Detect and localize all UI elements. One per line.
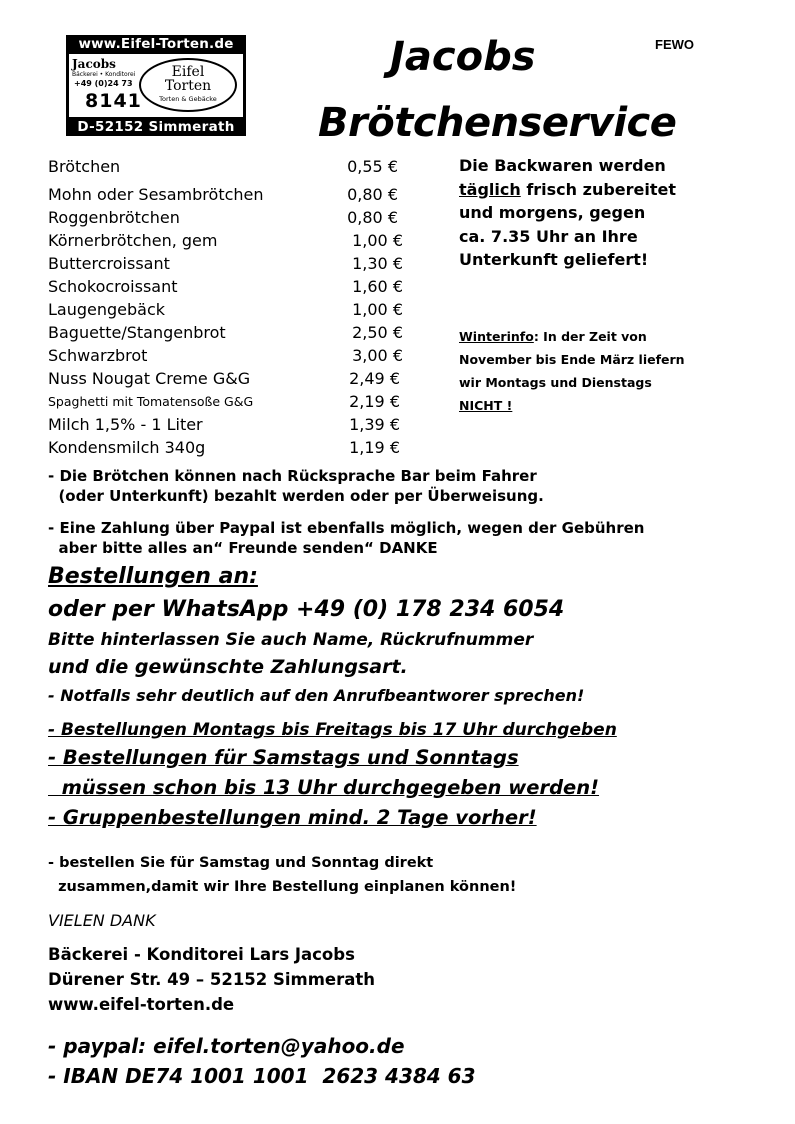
whatsapp-line: oder per WhatsApp +49 (0) 178 234 6054 [48, 597, 565, 622]
address-name: Bäckerei - Konditorei Lars Jacobs [48, 945, 355, 964]
product-name: Laugengebäck [48, 300, 166, 319]
delivery-info-line: und morgens, gegen [459, 203, 646, 222]
fewo-label: FEWO [655, 37, 694, 52]
price-row [48, 155, 403, 183]
price-row [48, 413, 403, 436]
logo-brand: Jacobs [72, 57, 116, 71]
logo-badge-eifel: Eifel [171, 64, 205, 80]
logo-city: D-52152 Simmerath [77, 119, 235, 135]
product-name: Schwarzbrot [48, 346, 148, 365]
logo-badge [139, 58, 237, 112]
product-name: Buttercroissant [48, 254, 170, 273]
winter-info-line: November bis Ende März liefern [459, 352, 685, 367]
logo-url: www.Eifel-Torten.de [78, 36, 234, 52]
product-price: 1,30 € [352, 254, 403, 273]
product-price: 0,80 € [347, 208, 398, 227]
deadline-weekday: - Bestellungen Montags bis Freitags bis 17 Uhr durchgeben [48, 720, 617, 740]
product-price: 0,55 € [347, 157, 398, 176]
winter-info-line: wir Montags und Dienstags [459, 375, 652, 390]
leave-info-line1: Bitte hinterlassen Sie auch Name, Rückrufnummer [48, 630, 534, 650]
price-row [48, 436, 403, 459]
product-price: 0,80 € [347, 185, 398, 204]
weekend-together-note: - bestellen Sie für Samstag und Sonntag direkt zusammen,damit wir Ihre Bestellung einplanen können! [48, 855, 517, 895]
price-row [48, 183, 403, 206]
price-row [48, 321, 403, 344]
product-name: Milch 1,5% - 1 Liter [48, 415, 203, 434]
product-price: 3,00 € [352, 346, 403, 365]
price-row [48, 344, 403, 367]
price-row [48, 275, 403, 298]
winter-info-line [459, 325, 759, 348]
orders-heading: Bestellungen an: [48, 564, 258, 589]
product-name: Brötchen [48, 157, 121, 176]
leave-info-line2: und die gewünschte Zahlungsart. [48, 656, 408, 678]
price-row [48, 390, 403, 413]
bakery-logo [66, 35, 246, 136]
winter-info-line [459, 394, 759, 417]
product-price: 1,39 € [349, 415, 400, 434]
group-orders-note: - Gruppenbestellungen mind. 2 Tage vorher! [48, 806, 537, 829]
product-price: 1,60 € [352, 277, 403, 296]
address-street: Dürener Str. 49 – 52152 Simmerath [48, 970, 376, 989]
page-title-line1: Jacobs [390, 34, 536, 80]
product-name: Kondensmilch 340g [48, 438, 206, 457]
winter-info-text: : In der Zeit von [533, 329, 647, 344]
product-price: 2,49 € [349, 369, 400, 388]
delivery-info-line: ca. 7.35 Uhr an Ihre [459, 226, 638, 246]
price-list [48, 155, 403, 459]
price-row [48, 252, 403, 275]
winter-info-not: NICHT ! [459, 398, 513, 413]
product-name: Spaghetti mit Tomatensoße G&G [48, 394, 254, 409]
delivery-info-line [459, 178, 759, 202]
product-name: Roggenbrötchen [48, 208, 180, 227]
product-price: 1,19 € [349, 438, 400, 457]
price-row [48, 229, 403, 252]
deadline-weekend-line1: - Bestellungen für Samstags und Sonntags [48, 746, 519, 769]
logo-inner-panel [69, 54, 243, 117]
page-title-line2: Brötchenservice [318, 100, 677, 146]
payment-note-paypal: - Eine Zahlung über Paypal ist ebenfalls möglich, wegen der Gebühren aber bitte alles an“ Freunde senden“ DANKE [48, 519, 645, 557]
delivery-info-text: frisch zubereitet [520, 179, 677, 199]
product-name: Mohn oder Sesambrötchen [48, 185, 264, 204]
product-price: 1,00 € [352, 300, 403, 319]
product-name: Schokocroissant [48, 277, 178, 296]
paypal-address: - paypal: eifel.torten@yahoo.de [48, 1034, 405, 1058]
delivery-info [459, 154, 759, 272]
product-price: 1,00 € [352, 231, 403, 250]
product-name: Baguette/Stangenbrot [48, 323, 226, 342]
product-price: 2,19 € [349, 392, 400, 411]
payment-note-cash: - Die Brötchen können nach Rücksprache Bar beim Fahrer (oder Unterkunft) bezahlt werden oder per Überweisung. [48, 467, 544, 505]
delivery-info-line: Unterkunft geliefert! [459, 250, 649, 269]
price-row [48, 367, 403, 390]
price-row [48, 206, 403, 229]
thanks-line: VIELEN DANK [48, 911, 156, 930]
price-row [48, 298, 403, 321]
logo-badge-torten: Torten [164, 78, 212, 94]
logo-subtitle: Bäckerei • Konditorei [72, 71, 136, 78]
answering-machine-note: - Notfalls sehr deutlich auf den Anrufbeantworer sprechen! [48, 686, 585, 705]
logo-phone-number: 8141 [85, 90, 142, 112]
product-price: 2,50 € [352, 323, 403, 342]
product-name: Nuss Nougat Creme G&G [48, 369, 251, 388]
logo-badge-tagline: Torten & Gebäcke [159, 95, 217, 103]
product-name: Körnerbrötchen, gem [48, 231, 218, 250]
deadline-weekend-line2: müssen schon bis 13 Uhr durchgegeben werden! [48, 776, 600, 799]
winter-info [459, 325, 759, 417]
daily-emphasis: täglich [459, 179, 521, 199]
delivery-info-line: Die Backwaren werden [459, 156, 666, 175]
logo-phone-prefix: +49 (0)24 73 [74, 79, 133, 88]
iban-line: - IBAN DE74 1001 1001 2623 4384 63 [48, 1064, 476, 1088]
winter-info-label: Winterinfo [459, 329, 534, 344]
address-website: www.eifel-torten.de [48, 995, 235, 1014]
